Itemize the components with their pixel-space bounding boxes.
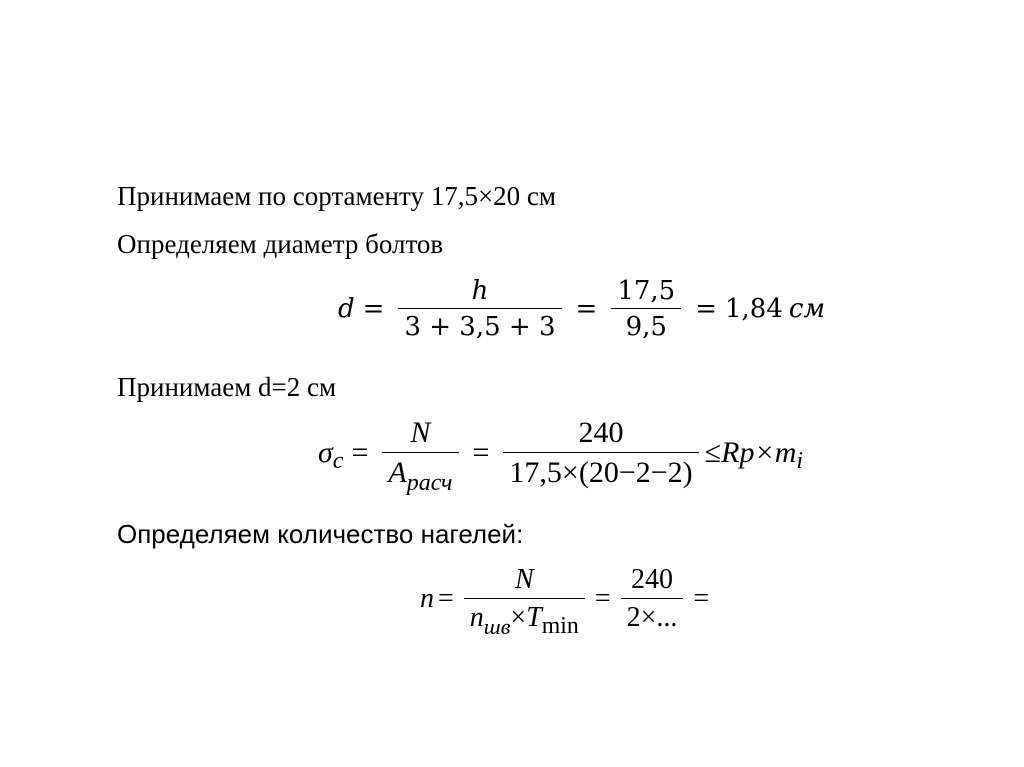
fraction-denominator: 3 + 3,5 + 3 [404, 312, 556, 342]
result-value: 1,84 [725, 294, 783, 324]
fraction-denominator: 2×... [626, 602, 678, 633]
equals-sign: = [362, 294, 385, 324]
fraction-numerator: N [410, 416, 431, 449]
bolt-diameter-formula [338, 278, 825, 340]
less-equal-sign: ≤ [704, 436, 722, 469]
design-resistance: Rp×m [721, 436, 797, 469]
fraction-numerator: 240 [578, 416, 624, 449]
fraction-numeric [621, 566, 684, 632]
accept-d-line: Принимаем d=2 см [117, 372, 337, 402]
equals-sign: = [693, 583, 710, 614]
stress-check-formula [318, 416, 804, 497]
fraction-numeric [611, 278, 681, 340]
assortment-line: Принимаем по сортаменту 17,5×20 см [117, 181, 557, 211]
fraction-n-over-shear [464, 564, 585, 640]
equals-sign: = [695, 294, 717, 324]
equals-sign: = [472, 436, 490, 469]
fraction-denominator: $A_{расч}$ [388, 456, 453, 497]
fraction-numerator: h [471, 276, 489, 306]
bolt-diameter-heading: Определяем диаметр болтов [117, 229, 444, 259]
fraction-numerator: 240 [631, 564, 674, 595]
formula-n-lhs: n [420, 583, 434, 614]
fraction-denominator: 17,5×(20−2−2) [509, 456, 693, 489]
sigma-symbol: σ [318, 436, 333, 469]
equals-sign: = [575, 294, 598, 324]
result-unit: см [788, 294, 826, 324]
design-resistance-subscript: i [796, 448, 804, 475]
formula-d-lhs: d [338, 294, 355, 324]
fraction-numerator: N [514, 564, 534, 595]
fraction-n-over-area [382, 416, 458, 497]
dowels-heading: Определяем количество нагелей: [117, 519, 524, 549]
equals-sign: = [351, 436, 369, 469]
fraction-numerator: 17,5 [617, 276, 676, 306]
fraction-numeric [503, 418, 698, 488]
equals-sign: = [594, 583, 611, 614]
fraction-h-over-sum [398, 278, 561, 340]
fraction-denominator: 9,5 [625, 312, 667, 342]
dowel-count-formula [420, 564, 713, 640]
sigma-subscript: c [332, 448, 344, 475]
equals-sign: = [438, 583, 454, 614]
fraction-denominator: $n_{шв}\times T_{min}$ [469, 602, 579, 640]
